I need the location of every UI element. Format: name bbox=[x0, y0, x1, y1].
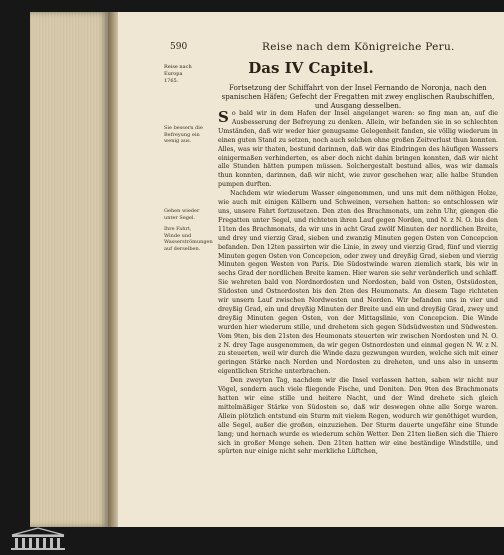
margin-heading-line: 1765. bbox=[164, 78, 179, 84]
library-building-icon bbox=[8, 527, 68, 551]
sidenote: Gehen wieder unter Segel. bbox=[164, 208, 200, 221]
margin-heading-line: Reise nach bbox=[164, 64, 192, 70]
paragraph: Nachdem wir wiederum Wasser eingenommen, und uns mit dem nöthigen Holze, wie auch mit einigen Kälbern und Schweinen, versehen hatten: so entschlossen wir uns, unsere Fahrt fortzusetzen. Den zten des Brachmonats, um zehn Uhr, giengen die Fregatten unter Segel, und richteten ihren Lauf gegen Norden, und N. z N. O. bis den 11ten des Brachmonats, da wir uns in acht Grad zwölf Minuten der nordlichen Breite, und drey und vierzig Grad, sieben und zwanzig Minuten gegen Osten von Concepcion befanden. Den 12ten passirten wir die Linie, in zwey und vierzig Grad, fünf und vierzig Minuten gegen Osten von Concepcion, oder zwey und dreyßig Grad, sieben und vierzig Minuten gegen Westen von Paris. Die Südostwinde waren ziemlich stark, bis wir in sechs Grad der nordlichen Breite kamen. Hier waren sie sehr veränderlich und schlaff. Sie wehreten bald von Nordnordosten und Nordosten, bald von Osten, Ostsüdosten, Südosten und Ostnordosten bis den 2ten des Heumonats. An diesem Tage richteten wir unsern Lauf zwischen Nordwesten und Norden. Wir befanden uns in vier und dreyßig Grad, ein und dreyßig Minuten der Breite und ein und dreyßig Grad, zwey und dreyßig Minuten gegen Osten, von der Mittagslinie, von Concepcion. Die Winde wurden hier wiederum stille, und drehetem sich gegen Südsüdwesten und Südwesten. Vom 9ten, bis den 21sten des Heumonats steuerten wir zwischen Nordosten und N. O. z N. drey Tage ausgenommen, da wir gegen Ostnordosten und einmal gegen N. W. z N. zu steuerten, weil wir durch die Winde dazu gezwungen wurden, welche sich mit einer geringen Stärke nach Norden und Nordosten zu dreheten, und uns also in unserm eigentlichen Striche unterbrachen. bbox=[218, 190, 498, 376]
page-number: 590 bbox=[170, 42, 188, 52]
chapter-summary: Fortsetzung der Schiffahrt von der Insel Fernando de Noronja, nach den spanischen Häfen; Gefecht der Fregatten mit zwey englischen Raubschiffen, und Ausgang desselben. bbox=[221, 84, 495, 110]
footer-bar bbox=[0, 527, 504, 555]
sidenote: Sie bessern die Befreyung ein wenig aus. bbox=[164, 125, 203, 144]
body-text bbox=[218, 110, 498, 457]
book-gutter bbox=[108, 12, 118, 527]
drop-capital: S bbox=[218, 108, 229, 126]
book-page bbox=[118, 12, 504, 527]
chapter-title: Das IV Capitel. bbox=[248, 59, 374, 77]
book-spread bbox=[30, 12, 504, 527]
sidenote: Ihre Fahrt, Winde und Wasserströmungen auf derselben. bbox=[164, 226, 213, 252]
margin-heading-line: Europa bbox=[164, 71, 183, 77]
page-edges bbox=[30, 12, 108, 527]
paragraph bbox=[218, 110, 498, 190]
paragraph-text: o bald wir in dem Hafen der Insel angelanget waren: so fing man an, auf die Ausbesserung der Befreyung zu denken. Allein, wir befanden sie in so schlechten Umständen, daß wir weder hier genugsame Gelegenheit fanden, sie völlig wiederum in einen guten Stand zu setzen, noch auch solchen ohne großen Zeitverlust thun konnten. Alles, was wir thaten, bestund darinnen, daß wir das Eindringen des häufigen Wassers einigermaßen verhinderten, es aber doch nicht dahin bringen konnten, daß wir nicht alle Stunden hätten pumpen müssen. Solchergestalt bestund alles, was wir damals thun konnten, darinnen, daß wir nicht, wie zuvor geschehen war, alle halbe Stunden pumpen durften. bbox=[218, 110, 498, 189]
running-head: Reise nach dem Königreiche Peru. bbox=[262, 41, 455, 53]
paragraph: Den zweyten Tag, nachdem wir die Insel verlassen hatten, sahen wir nicht nur Vögel, sondern auch viele fliegende Fische, und Doniten. Den 9ten des Brachmonats hatten wir eine stille und heitere Nacht, und der Wind drehete sich gleich mittelmäßiger Stärke von Südosten so, daß wir deswegen ohne alle Sorge waren. Allein plötzlich entstund ein Sturm mit vielem Regen, wodurch wir genöthiget wurden, alle Segel, außer die großen, einzuziehen. Der Sturm dauerte ungefähr eine Stunde lang; und hernach wurde es wiederum schön Wetter. Den 21ten ließen sich die Thiere sich in großer Menge sehen. Den 21ten hatten wir eine beständige Windstille, und spürten nur einige nicht sehr merkliche Lüftchen, bbox=[218, 377, 498, 456]
